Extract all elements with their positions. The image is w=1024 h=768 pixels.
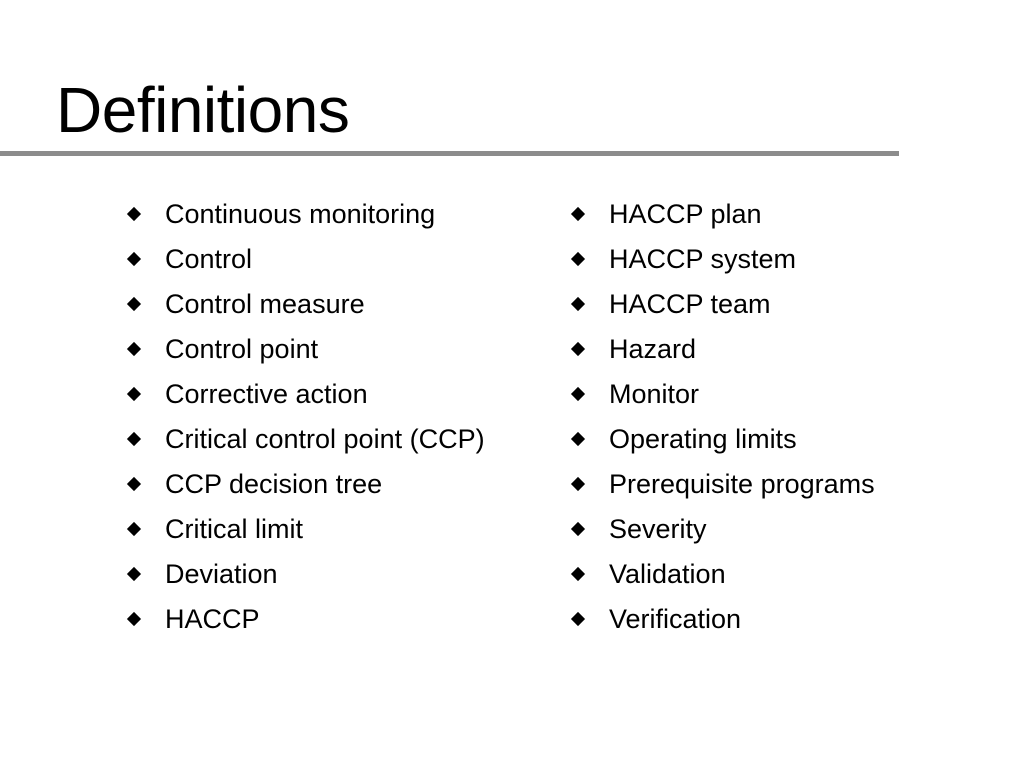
term-label: Verification (609, 604, 742, 634)
list-item (571, 198, 1011, 230)
diamond-bullet-icon (571, 477, 585, 491)
diamond-bullet-icon (127, 567, 141, 581)
diamond-bullet-icon (571, 387, 585, 401)
list-item (571, 558, 1011, 590)
diamond-bullet-icon (127, 477, 141, 491)
diamond-bullet-icon (127, 252, 141, 266)
list-item (571, 288, 1011, 320)
diamond-bullet-icon (571, 252, 585, 266)
term-label: Control (165, 244, 253, 274)
term-label: CCP decision tree (165, 469, 383, 499)
diamond-bullet-icon (571, 432, 585, 446)
list-item (571, 468, 1011, 500)
diamond-bullet-icon (571, 567, 585, 581)
term-label: Critical control point (CCP) (165, 424, 485, 454)
term-label: Validation (609, 559, 726, 589)
list-item (127, 378, 497, 410)
term-label: Control measure (165, 289, 365, 319)
term-label: Severity (609, 514, 707, 544)
list-item (571, 423, 1011, 455)
term-label: HACCP (165, 604, 260, 634)
term-label: Critical limit (165, 514, 303, 544)
term-label: Control point (165, 334, 319, 364)
list-item (127, 198, 497, 230)
definitions-list-left (127, 198, 497, 648)
term-label: HACCP system (609, 244, 797, 274)
list-item (127, 243, 497, 275)
list-item (127, 423, 497, 455)
diamond-bullet-icon (127, 612, 141, 626)
diamond-bullet-icon (127, 387, 141, 401)
term-label: Operating limits (609, 424, 797, 454)
term-label: Monitor (609, 379, 700, 409)
list-item (571, 513, 1011, 545)
diamond-bullet-icon (571, 297, 585, 311)
term-label: Hazard (609, 334, 697, 364)
list-item (127, 513, 497, 545)
diamond-bullet-icon (571, 522, 585, 536)
diamond-bullet-icon (127, 342, 141, 356)
term-label: Continuous monitoring (165, 199, 436, 229)
diamond-bullet-icon (127, 432, 141, 446)
term-label: HACCP plan (609, 199, 762, 229)
list-item (571, 603, 1011, 635)
list-item (127, 603, 497, 635)
slide-title: Definitions (56, 74, 350, 146)
diamond-bullet-icon (571, 342, 585, 356)
term-label: Deviation (165, 559, 278, 589)
term-label: HACCP team (609, 289, 771, 319)
list-item (127, 468, 497, 500)
list-item (571, 378, 1011, 410)
diamond-bullet-icon (127, 522, 141, 536)
term-label: Corrective action (165, 379, 368, 409)
list-item (571, 333, 1011, 365)
diamond-bullet-icon (127, 297, 141, 311)
list-item (127, 333, 497, 365)
list-item (571, 243, 1011, 275)
title-divider (0, 151, 899, 156)
list-item (127, 288, 497, 320)
list-item (127, 558, 497, 590)
diamond-bullet-icon (571, 612, 585, 626)
definitions-list-right (571, 198, 1011, 648)
term-label: Prerequisite programs (609, 469, 875, 499)
diamond-bullet-icon (571, 207, 585, 221)
diamond-bullet-icon (127, 207, 141, 221)
